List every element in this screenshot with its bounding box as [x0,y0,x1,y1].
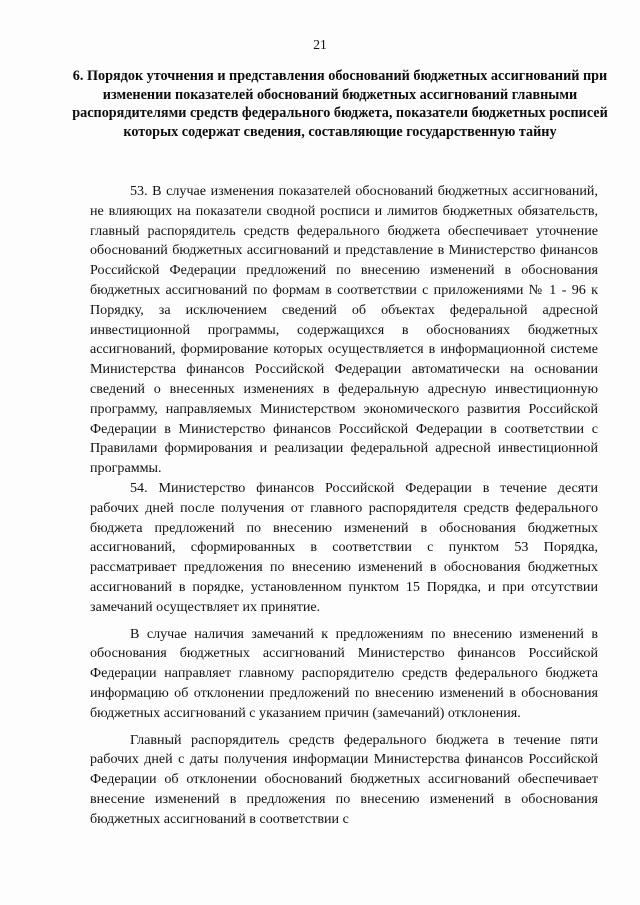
document-body [90,182,598,830]
section-heading: 6. Порядок уточнения и представления обоснований бюджетных ассигнований при изменении показателей обоснований бюджетных ассигнований главными распорядителями средств федерального бюджета, показатели бюджетных росписей которых содержат сведения, составляющие государственную тайну [72,68,608,140]
paragraph-54: 54. Министерство финансов Российской Федерации в течение десяти рабочих дней после получения от главного распорядителя средств федерального бюджета предложений по внесению изменений в обоснования бюджетных ассигнований, сформированных в соответствии с пунктом 53 Порядка, рассматривает предложения по внесению изменений в обоснования бюджетных ассигнований в порядке, установленном пунктом 15 Порядка, и при отсутствии замечаний осуществляет их принятие. [90,479,598,615]
page-number: 21 [313,37,327,52]
paragraph-53: 53. В случае изменения показателей обоснований бюджетных ассигнований, не влияющих на показатели сводной росписи и лимитов бюджетных обязательств, главный распорядитель средств федерального бюджета обеспечивает уточнение обоснований бюджетных ассигнований и представление в Министерство финансов Российской Федерации предложений по внесению изменений в обоснования бюджетных ассигнований по формам в соответствии с приложениями № 1 - 96 к Порядку, за исключением сведений об объектах федеральной адресной инвестиционной программы, содержащихся в обоснованиях бюджетных ассигнований, формирование которых осуществляется в информационной системе Министерства финансов Российской Федерации автоматически на основании сведений о внесенных изменениях в федеральную адресную инвестиционную программу, направляемых Министерством экономического развития Российской Федерации в Министерство финансов Российской Федерации в соответствии с Правилами формирования и реализации федеральной адресной инвестиционной программы. [90,183,598,477]
paragraph-remarks: В случае наличия замечаний к предложениям по внесению изменений в обоснования бюджетных ассигнований Министерство финансов Российской Федерации направляет главному распорядителю средств федерального бюджета информацию об отклонении предложений по внесению изменений в обоснования бюджетных ассигнований с указанием причин (замечаний) отклонения. [90,625,598,721]
paragraph-main-distributor: Главный распорядитель средств федерального бюджета в течение пяти рабочих дней с даты получения информации Министерства финансов Российской Федерации об отклонении обоснований бюджетных ассигнований обеспечивает внесение изменений в предложения по внесению изменений в обоснования бюджетных ассигнований в соответствии с [90,731,598,827]
